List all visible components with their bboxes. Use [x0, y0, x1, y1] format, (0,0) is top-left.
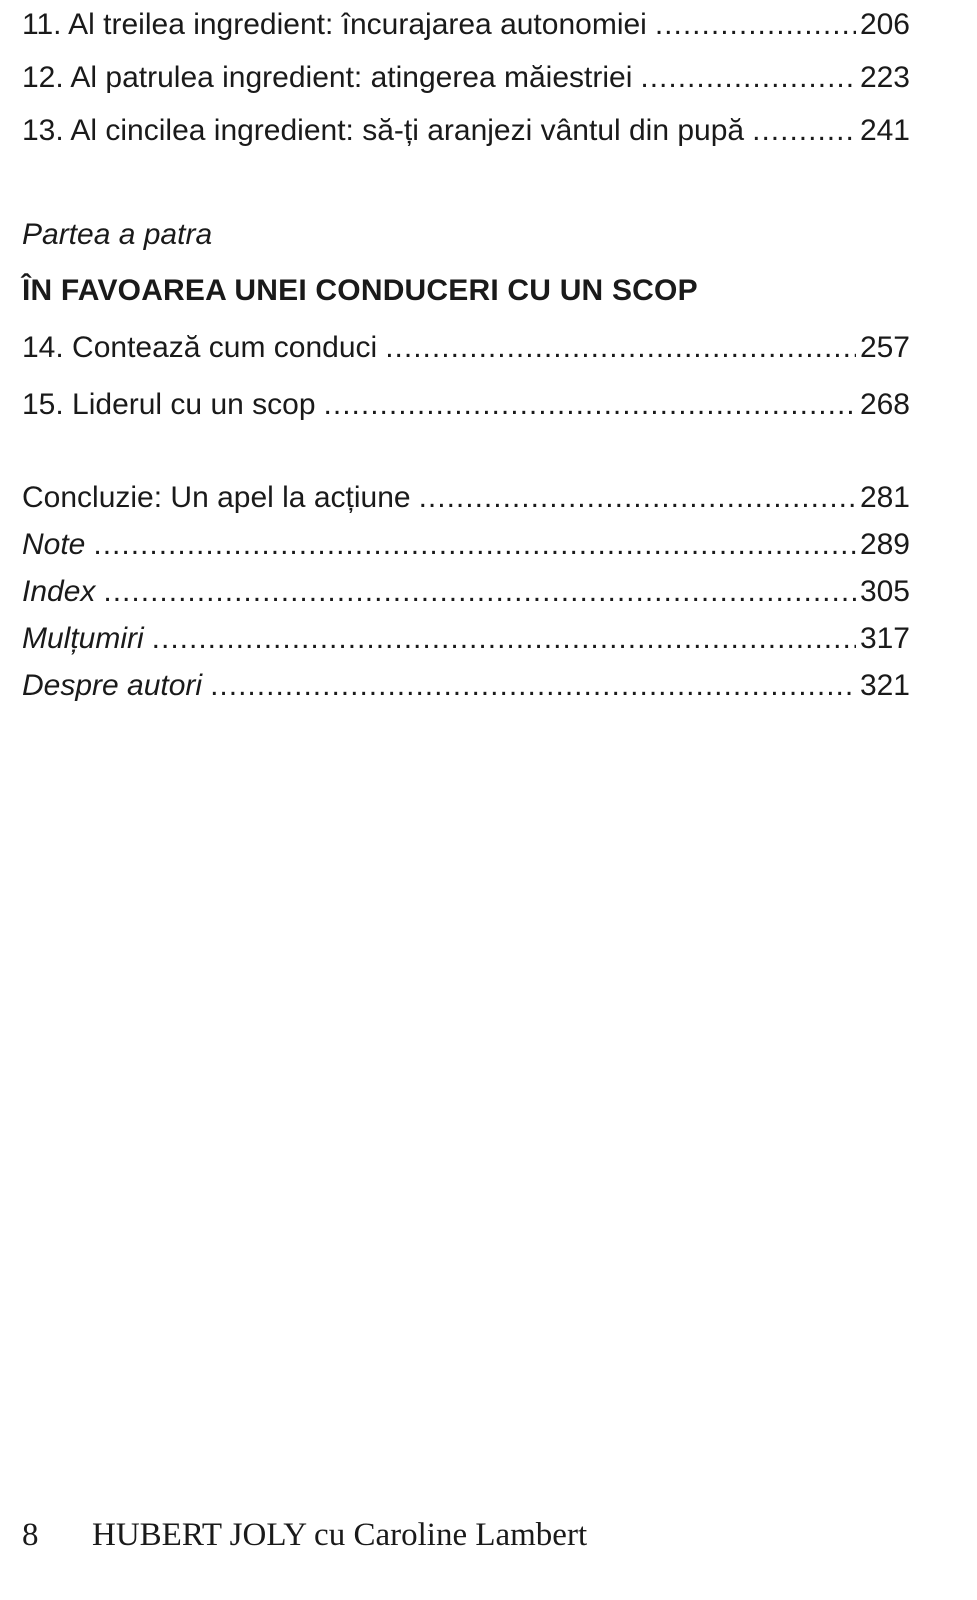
toc-entry-page: 305 [859, 575, 910, 608]
toc-entry-page: 321 [859, 669, 910, 702]
toc-entry-title: Mulțumiri [22, 622, 144, 655]
toc-entry-title: 14. Contează cum conduci [22, 331, 378, 364]
leader-dots [103, 575, 856, 609]
toc-entry-page: 206 [859, 8, 910, 41]
toc-entry-page: 268 [859, 388, 910, 421]
toc-entry-title: 13. Al cincilea ingredient: să-ți aranjezi vântul din pupă [22, 114, 745, 147]
toc-entry-page: 223 [859, 61, 910, 94]
toc-entry [22, 622, 910, 656]
toc-entry [22, 575, 910, 609]
toc-entry [22, 669, 910, 703]
part-label: Partea a patra [22, 218, 213, 251]
toc-entry [22, 331, 910, 365]
toc-group-part [22, 331, 910, 422]
page-footer [22, 1515, 587, 1555]
toc-entry [22, 388, 910, 422]
toc-entry-title: Concluzie: Un apel la acțiune [22, 481, 411, 514]
leader-dots [655, 8, 856, 42]
toc-entry [22, 528, 910, 562]
page-number: 8 [22, 1517, 39, 1553]
toc-entry [22, 61, 910, 95]
toc-entry-title: Note [22, 528, 86, 561]
leader-dots [324, 388, 856, 422]
toc-entry-title: 11. Al treilea ingredient: încurajarea autonomiei [22, 8, 647, 41]
leader-dots [385, 331, 856, 365]
toc-entry-title: Despre autori [22, 669, 203, 702]
toc-entry-title: 15. Liderul cu un scop [22, 388, 316, 421]
leader-dots [752, 114, 856, 148]
toc-group-end [22, 481, 910, 703]
toc-entry-page: 241 [859, 114, 910, 147]
toc-entry-page: 317 [859, 622, 910, 655]
toc-group-top [22, 8, 910, 148]
running-head: HUBERT JOLY cu Caroline Lambert [92, 1517, 588, 1553]
toc-entry-title: Index [22, 575, 96, 608]
toc-entry [22, 8, 910, 42]
toc-entry-page: 257 [859, 331, 910, 364]
toc-entry [22, 481, 910, 515]
leader-dots [152, 622, 856, 656]
toc-entry-page: 281 [859, 481, 910, 514]
leader-dots [210, 669, 856, 703]
toc-entry-title: 12. Al patrulea ingredient: atingerea măiestriei [22, 61, 633, 94]
leader-dots [419, 481, 856, 515]
leader-dots [93, 528, 856, 562]
part-title: ÎN FAVOAREA UNEI CONDUCERI CU UN SCOP [22, 274, 698, 307]
toc-entry [22, 114, 910, 148]
leader-dots [640, 61, 856, 95]
toc-entry-page: 289 [859, 528, 910, 561]
